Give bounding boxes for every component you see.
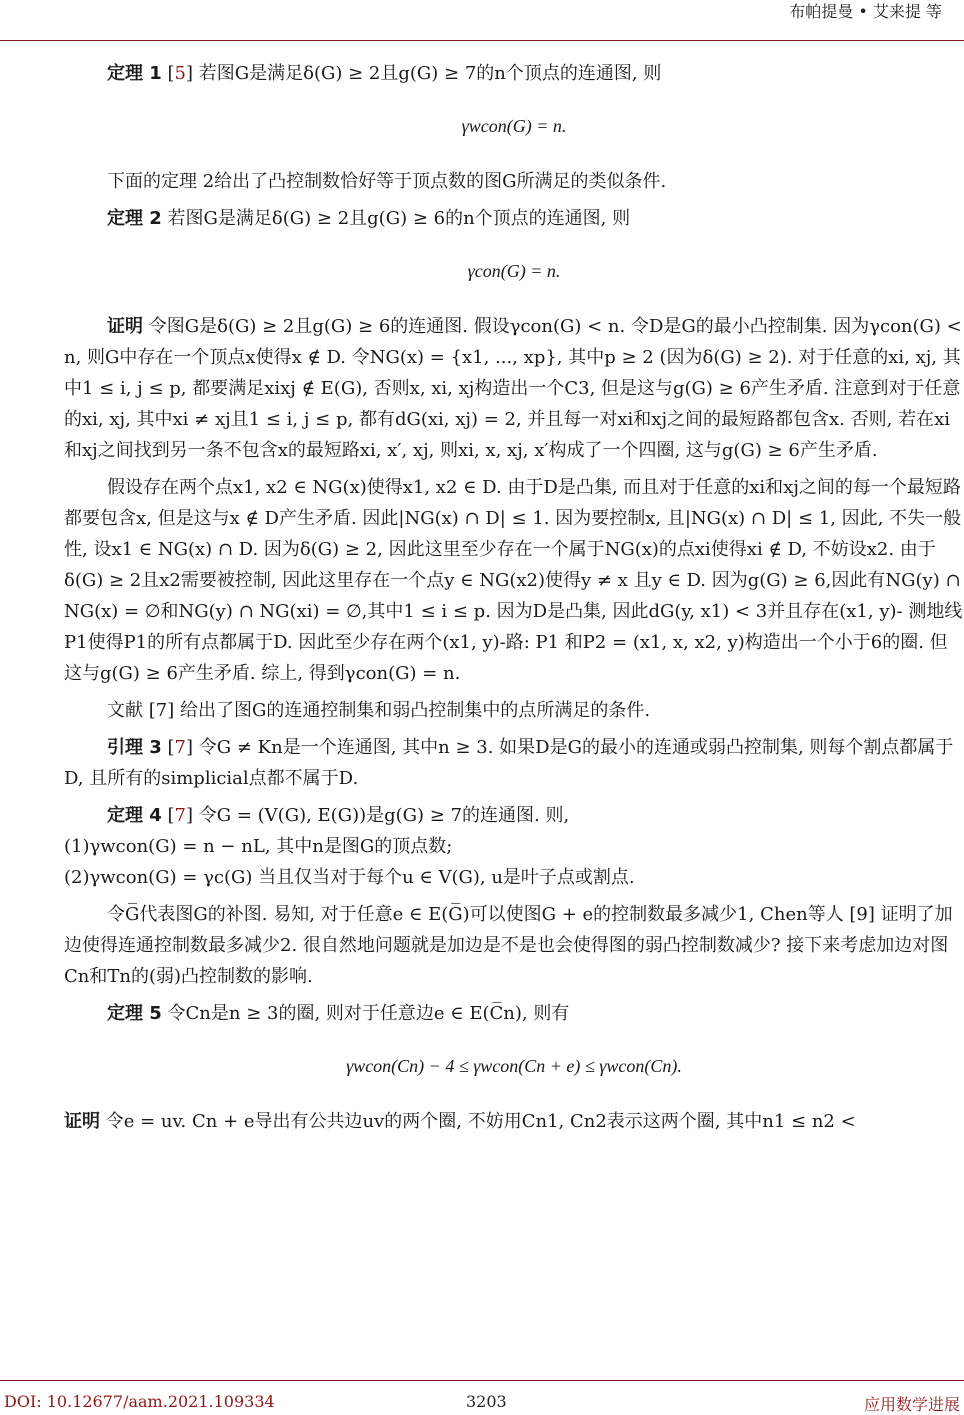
lemma-3: 引理 3 [7] 令G ≠ Kn是一个连通图, 其中n ≥ 3. 如果D是G的最小的连通或弱凸控制集, 则每个割点都属于D, 且所有的simplicial点都不属于D. (64, 737, 954, 789)
proof (64, 1106, 964, 1137)
display-equation: γcon(G) = n. (467, 261, 561, 281)
journal-name: 应用数学进展 (863, 1395, 960, 1414)
running-head: 布帕提曼 • 艾来提 等 (789, 2, 942, 21)
theorem-text: 令G = (V(G), E(G))是g(G) ≥ 7的连通图. 则, (198, 805, 570, 826)
theorem-1: 定理 1 [5] 若图G是满足δ(G) ≥ 2且g(G) ≥ 7的n个顶点的连通图, 则 (107, 63, 662, 84)
citation-link[interactable]: 7 (174, 737, 186, 758)
theorem-5 (64, 998, 964, 1029)
theorem-label: 定理 5 (107, 1003, 162, 1024)
display-equation: γwcon(Cn) − 4 ≤ γwcon(Cn + e) ≤ γwcon(Cn). (346, 1056, 682, 1076)
paragraph: 假设存在两个点x1, x2 ∈ NG(x)使得x1, x2 ∈ D. 由于D是凸集, 而且对于任意的xi和xj之间的每一个最短路都要包含x, 但是这与x ∉ D产生矛盾. 因此|NG(x) ∩ D| ≤ 1. 因为要控制x, 且|NG(x) ∩ D| ≤ 1, 因此, 不失一般性, 设x1 ∈ NG(x) ∩ D. 因为δ(G) ≥ 2, 因此这里至少存在一个属于NG(x)的点xi使得xi ∉ D, 不妨设x2. 由于δ(G) ≥ 2且x2需要被控制, 因此这里存在一个点y ∈ NG(x2)使得y ≠ x 且y ∈ D. 因为g(G) ≥ 6,因此有NG(y) ∩ NG(x) = ∅和NG(y) ∩ NG(xi) = ∅,其中1 ≤ i ≤ p. 因为D是凸集, 因此dG(y, x1) < 3并且存在(x1, y)- 测地线P1使得P1的所有点都属于D. 因此至少存在两个(x1, y)-路: P1 和P2 = (x1, x, x2, y)构造出一个小于6的圈. 但这与g(G) ≥ 6产生矛盾. 综上, 得到γcon(G) = n. (64, 477, 963, 684)
page-number: 3203 (466, 1392, 507, 1411)
proof-label: 证明 (64, 1111, 100, 1132)
theorem-item-1: (1)γwcon(G) = n − nL, 其中n是图G的顶点数; (64, 836, 453, 857)
header-rule (0, 40, 964, 41)
doi-link[interactable]: DOI: 10.12677/aam.2021.109334 (4, 1392, 275, 1411)
theorem-label: 定理 4 (107, 805, 162, 826)
lemma-text: 令G ≠ Kn是一个连通图, 其中n ≥ 3. 如果D是G的最小的连通或弱凸控制集, 则每个割点都属于D, 且所有的simplicial点都不属于D. (64, 737, 954, 789)
citation-link[interactable]: 7 (174, 805, 186, 826)
theorem-label: 定理 1 (107, 63, 162, 84)
page-footer (0, 1388, 964, 1414)
display-equation: γwcon(G) = n. (461, 116, 567, 136)
footer-rule (0, 1380, 964, 1381)
proof (64, 311, 964, 466)
paragraph: 文献 [7] 给出了图G的连通控制集和弱凸控制集中的点所满足的条件. (107, 700, 651, 721)
proof-text: 令图G是δ(G) ≥ 2且g(G) ≥ 6的连通图. 假设γcon(G) < n. 令D是G的最小凸控制集. 因为γcon(G) < n, 则G中存在一个顶点x使得x ∉ D. 令NG(x) = {x1, ..., xp}, 其中p ≥ 2 (因为δ(G) ≥ 2). 对于任意的xi, xj, 其中1 ≤ i, j ≤ p, 都要满足xixj ∉ E(G), 否则x, xi, xj构造出一个C3, 但是这与g(G) ≥ 6产生矛盾. 注意到对于任意的xi, xj, 其中xi ≠ xj且1 ≤ i, j ≤ p, 都有dG(xi, xj) = 2, 并且每一对xi和xj之间的最短路都包含x. 否则, 若在xi和xj之间找到另一条不包含x的最短路xi, x′, xj, 则xi, x, xj, x′构成了一个四圈, 这与g(G) ≥ 6产生矛盾. (64, 316, 962, 461)
theorem-text: 若图G是满足δ(G) ≥ 2且g(G) ≥ 6的n个顶点的连通图, 则 (167, 208, 631, 229)
paper-body (64, 58, 964, 1137)
proof-text: 令e = uv. Cn + e导出有公共边uv的两个圈, 不妨用Cn1, Cn2表示这两个圈, 其中n1 ≤ n2 < (105, 1111, 856, 1132)
proof-label: 证明 (107, 316, 143, 337)
paragraph: 下面的定理 2给出了凸控制数恰好等于顶点数的图G所满足的类似条件. (107, 171, 667, 192)
lemma-label: 引理 3 (107, 737, 162, 758)
paragraph: 令G̅代表图G的补图. 易知, 对于任意e ∈ E(G̅)可以使图G + e的控制数最多减少1, Chen等人 [9] 证明了加边使得连通控制数最多减少2. 很自然地问题就是加边是不是也会使得图的弱凸控制数减少? 接下来考虑加边对图Cn和Tn的(弱)凸控制数的影响. (64, 904, 953, 987)
theorem-2 (64, 203, 964, 234)
theorem-label: 定理 2 (107, 208, 162, 229)
theorem-4: 定理 4 [7] 令G = (V(G), E(G))是g(G) ≥ 7的连通图. 则, (107, 805, 570, 826)
theorem-text: 令Cn是n ≥ 3的圈, 则对于任意边e ∈ E(C̅n), 则有 (167, 1003, 570, 1024)
theorem-text: 若图G是满足δ(G) ≥ 2且g(G) ≥ 7的n个顶点的连通图, 则 (198, 63, 662, 84)
theorem-item-2: (2)γwcon(G) = γc(G) 当且仅当对于每个u ∈ V(G), u是叶子点或割点. (64, 867, 635, 888)
citation-link[interactable]: 5 (174, 63, 186, 84)
